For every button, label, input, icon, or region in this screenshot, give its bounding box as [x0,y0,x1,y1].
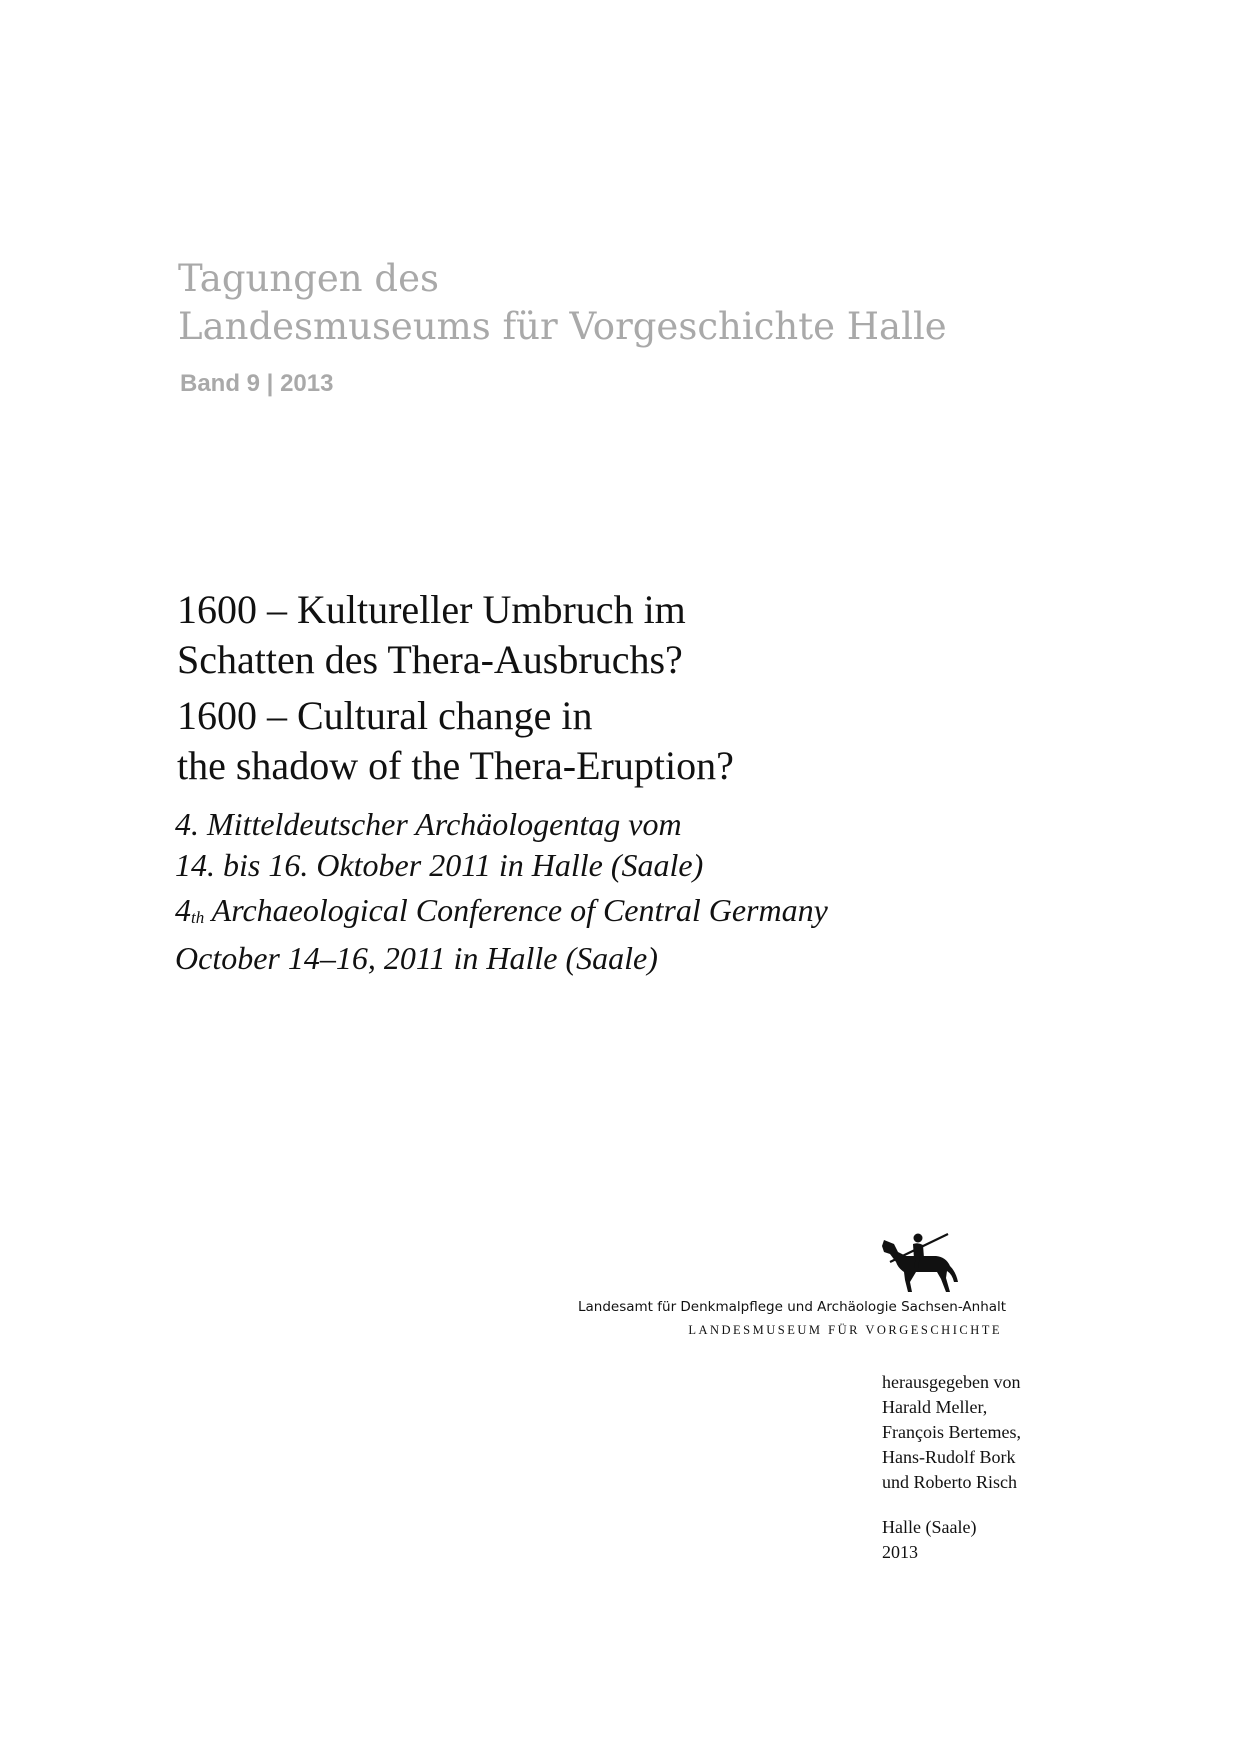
conference-english-line-1 [175,890,828,938]
conference-german-line-2: 14. bis 16. Oktober 2011 in Halle (Saale) [175,847,704,883]
editor-name: François Bertemes, [882,1422,1021,1442]
institution-block [578,1298,1007,1339]
editor-name: Hans-Rudolf Bork [882,1447,1016,1467]
title-english-line-2: the shadow of the Thera-Eruption? [177,743,734,788]
museum-name: LANDESMUSEUM FÜR VORGESCHICHTE [688,1323,1002,1337]
institution-name: Landesamt für Denkmalpflege und Archäologie Sachsen-Anhalt [578,1299,1007,1315]
title-english-line-1: 1600 – Cultural change in [177,693,593,738]
title-german-line-2: Schatten des Thera-Ausbruchs? [177,637,683,682]
editors-block [882,1370,1021,1565]
editors-intro: herausgegeben von [882,1372,1021,1392]
book-title [177,585,734,791]
conference-english-line-2: October 14–16, 2011 in Halle (Saale) [175,940,658,976]
editor-name: und Roberto Risch [882,1472,1017,1492]
volume-label: Band 9 | 2013 [180,370,334,397]
horse-rider-icon [880,1232,960,1294]
series-title [178,255,947,351]
editor-name: Harald Meller, [882,1397,988,1417]
series-title-line-2: Landesmuseums für Vorgeschichte Halle [178,305,947,348]
conference-german-line-1: 4. Mitteldeutscher Archäologentag vom [175,806,682,842]
publication-year: 2013 [882,1542,918,1562]
conference-subtitle [175,804,828,979]
conference-ordinal-suffix: th [191,908,205,927]
title-german-line-1: 1600 – Kultureller Umbruch im [177,587,686,632]
series-title-line-1: Tagungen des [178,257,439,300]
publication-place: Halle (Saale) [882,1517,977,1537]
conference-english-line-1-text: Archaeological Conference of Central Germany [204,892,828,928]
conference-ordinal-number: 4 [175,892,191,928]
